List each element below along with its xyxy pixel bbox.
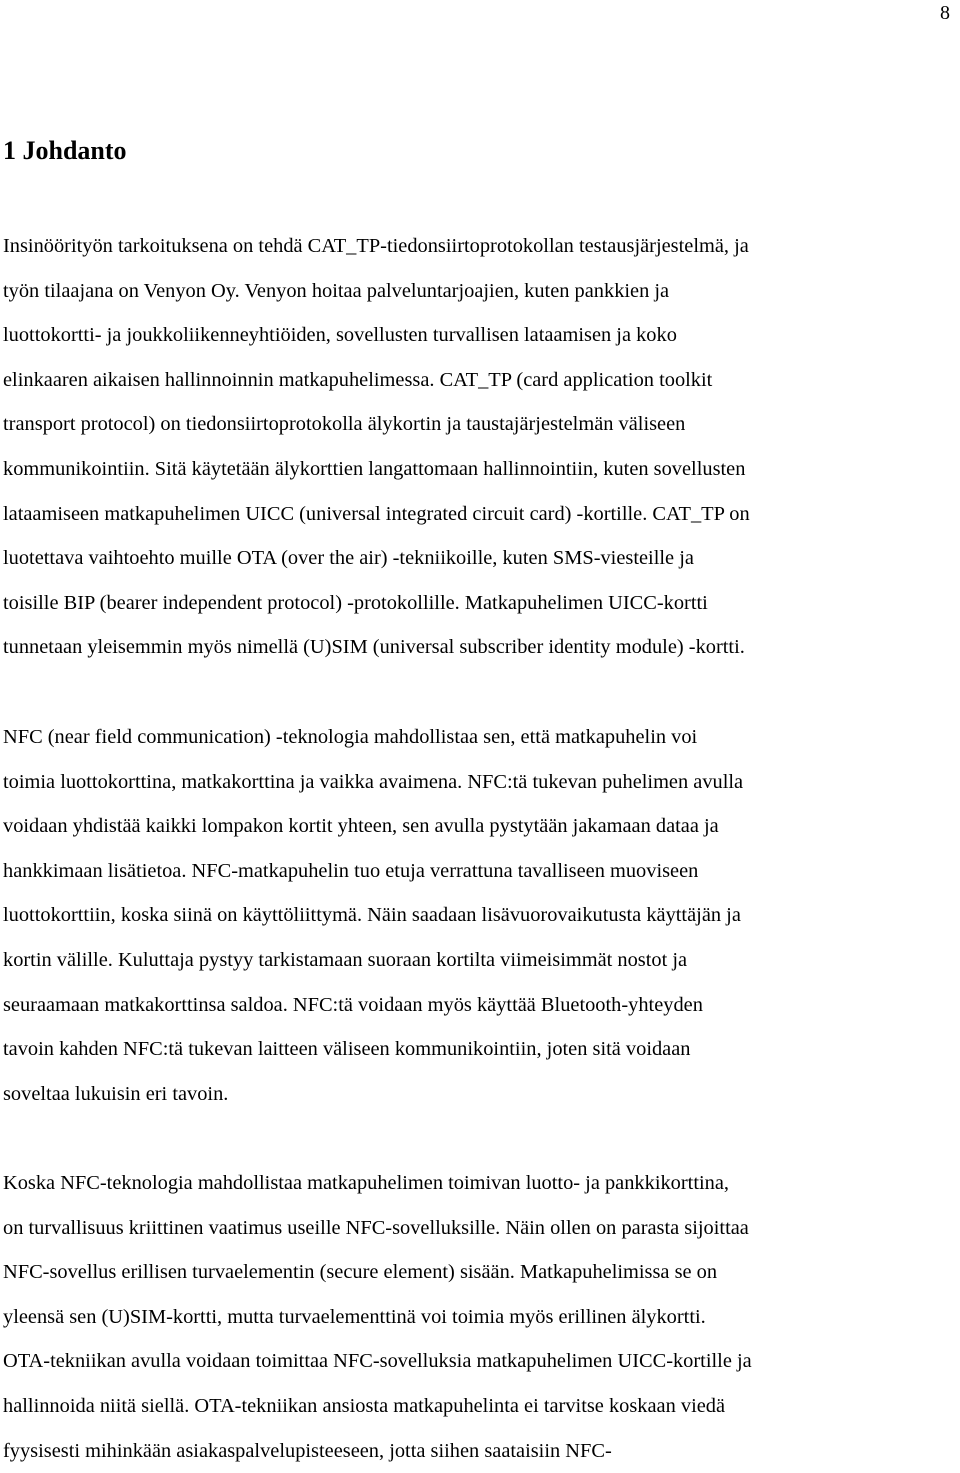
paragraph-line: luottokortti- ja joukkoliikenneyhtiöiden, sovellusten turvallisen lataamisen ja koko bbox=[3, 324, 677, 347]
paragraph-line: kommunikointiin. Sitä käytetään älykorttien langattomaan hallinnointiin, kuten sovellusten bbox=[3, 457, 746, 480]
paragraph-line: on turvallisuus kriittinen vaatimus useille NFC-sovelluksille. Näin ollen on parasta sijoittaa bbox=[3, 1216, 749, 1239]
paragraph-line: hallinnoida niitä siellä. OTA-tekniikan ansiosta matkapuhelinta ei tarvitse koskaan viedä bbox=[3, 1394, 726, 1417]
section-heading: 1 Johdanto bbox=[3, 136, 127, 165]
paragraph-security bbox=[3, 1161, 959, 1473]
paragraph-line: työn tilaajana on Venyon Oy. Venyon hoitaa palveluntarjoajien, kuten pankkien ja bbox=[3, 279, 670, 302]
paragraph-line: tunnetaan yleisemmin myös nimellä (U)SIM (universal subscriber identity module) -kortti. bbox=[3, 636, 745, 659]
paragraph-line: lataamiseen matkapuhelimen UICC (universal integrated circuit card) -kortille. CAT_TP on bbox=[3, 502, 750, 525]
paragraph-line: fyysisesti mihinkään asiakaspalvelupisteeseen, jotta siihen saataisiin NFC- bbox=[3, 1439, 612, 1462]
paragraph-line: voidaan yhdistää kaikki lompakon kortit yhteen, sen avulla pystytään jakamaan dataa ja bbox=[3, 815, 719, 838]
paragraph-line: soveltaa lukuisin eri tavoin. bbox=[3, 1082, 229, 1105]
paragraph-line: tavoin kahden NFC:tä tukevan laitteen väliseen kommunikointiin, joten sitä voidaan bbox=[3, 1038, 691, 1061]
paragraph-line: NFC-sovellus erillisen turvaelementin (secure element) sisään. Matkapuhelimissa se on bbox=[3, 1261, 718, 1284]
paragraph-line: Koska NFC-teknologia mahdollistaa matkapuhelimen toimivan luotto- ja pankkikorttina, bbox=[3, 1172, 729, 1194]
paragraph-line: luotettava vaihtoehto muille OTA (over the air) -tekniikoille, kuten SMS-viesteille ja bbox=[3, 547, 694, 570]
paragraph-line: seuraamaan matkakorttinsa saldoa. NFC:tä voidaan myös käyttää Bluetooth-yhteyden bbox=[3, 993, 703, 1016]
paragraph-line: transport protocol) on tiedonsiirtoprotokolla älykortin ja taustajärjestelmän väliseen bbox=[3, 413, 686, 436]
page-number: 8 bbox=[940, 2, 950, 24]
paragraph-line: luottokorttiin, koska siinä on käyttöliittymä. Näin saadaan lisävuorovaikutusta käyttäjän ja bbox=[3, 904, 741, 927]
paragraph-line: Insinöörityön tarkoituksena on tehdä CAT_TP-tiedonsiirtoprotokollan testausjärjestelmä, ja bbox=[3, 235, 749, 257]
paragraph-line: NFC (near field communication) -teknologia mahdollistaa sen, että matkapuhelin voi bbox=[3, 726, 698, 748]
paragraph-line: hankkimaan lisätietoa. NFC-matkapuhelin tuo etuja verrattuna tavalliseen muoviseen bbox=[3, 859, 699, 882]
paragraph-line: kortin välille. Kuluttaja pystyy tarkistamaan suoraan kortilta viimeisimmät nostot ja bbox=[3, 948, 688, 971]
paragraph-line: yleensä sen (U)SIM-kortti, mutta turvaelementtinä voi toimia myös erillinen älykortti. bbox=[3, 1305, 706, 1328]
paragraph-line: elinkaaren aikaisen hallinnoinnin matkapuhelimessa. CAT_TP (card application toolkit bbox=[3, 368, 713, 391]
paragraph-nfc bbox=[3, 715, 959, 1116]
paragraph-line: toimia luottokorttina, matkakorttina ja vaikka avaimena. NFC:tä tukevan puhelimen avulla bbox=[3, 770, 744, 793]
paragraph-introduction bbox=[3, 224, 959, 670]
paragraph-line: toisille BIP (bearer independent protocol) -protokollille. Matkapuhelimen UICC-kortti bbox=[3, 591, 708, 614]
paragraph-line: OTA-tekniikan avulla voidaan toimittaa NFC-sovelluksia matkapuhelimen UICC-kortille ja bbox=[3, 1350, 752, 1373]
